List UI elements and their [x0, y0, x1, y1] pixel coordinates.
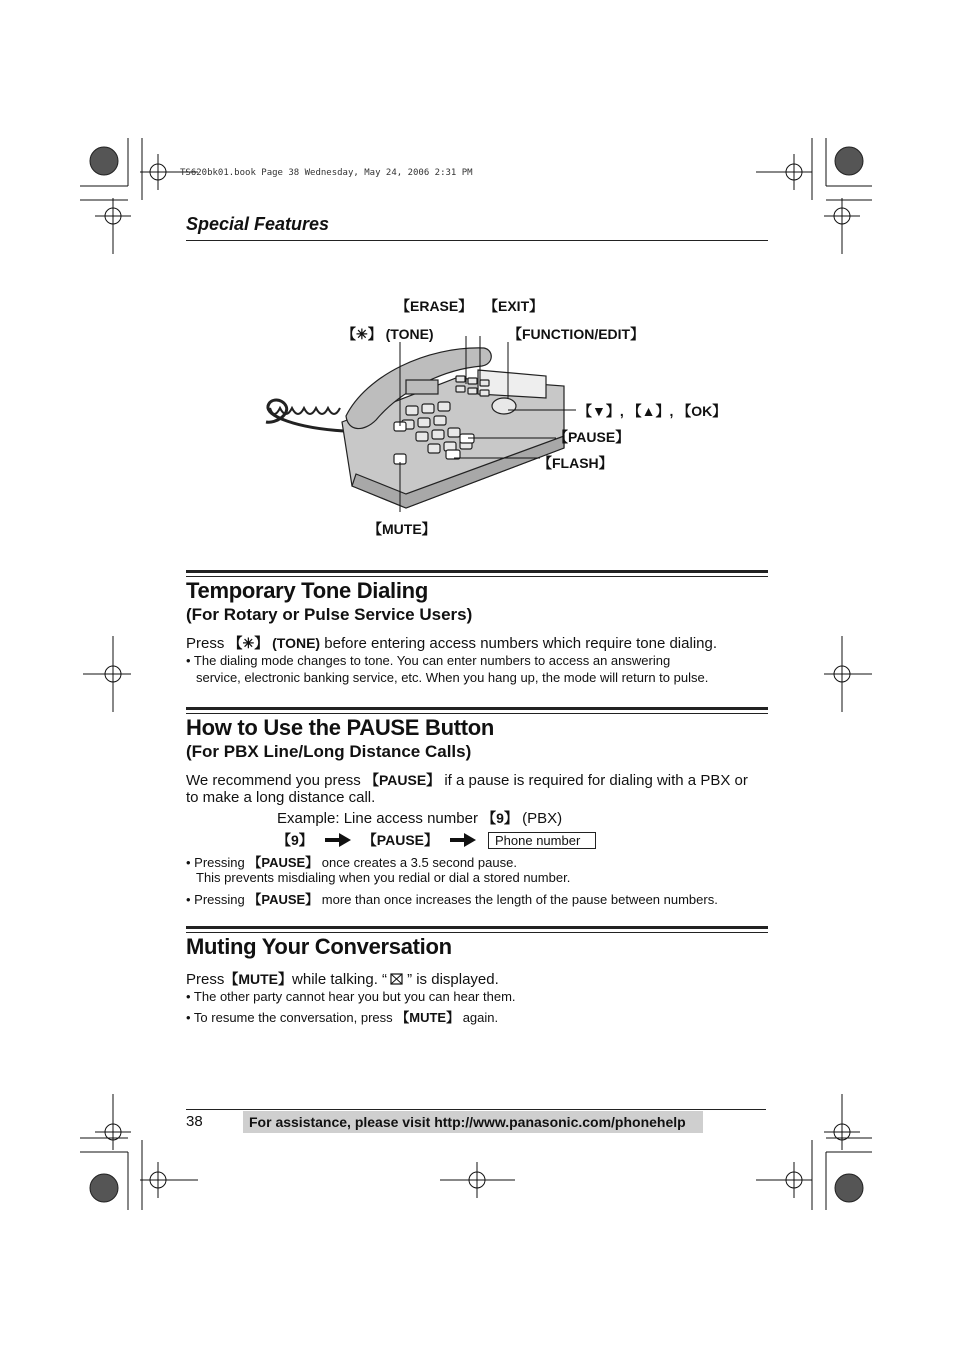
mute-paragraph: [186, 969, 499, 989]
tone-bullet-1-line-1: • The dialing mode changes to tone. You can enter numbers to access an answering: [186, 653, 671, 668]
pause-subtitle: (For PBX Line/Long Distance Calls): [186, 742, 472, 761]
arrow-right-icon: [325, 833, 351, 847]
pause-b1-pre: • Pressing: [186, 855, 249, 870]
mute-p-mid: while talking. “: [292, 970, 388, 988]
mute-b2-pre: • To resume the conversation, press: [186, 1010, 397, 1025]
pause-paragraph-line-1: [186, 770, 748, 790]
mute-p-post: ” is displayed.: [407, 970, 499, 988]
arrow-right-icon: [450, 833, 476, 847]
label-tone: 【✳】 (TONE): [342, 326, 434, 342]
tone-p-key: 【✳】 (TONE): [228, 635, 321, 651]
sequence-key-9: 【9】: [277, 832, 313, 848]
pause-sequence: [277, 830, 596, 850]
label-erase: 【ERASE】: [396, 298, 473, 314]
header-rule: [186, 240, 768, 241]
mute-p-key: 【MUTE】: [224, 971, 293, 987]
tone-title: Temporary Tone Dialing: [186, 578, 428, 603]
pause-bullet-2: [186, 889, 718, 908]
label-flash: 【FLASH】: [538, 455, 613, 471]
pause-example-post: (PBX): [517, 810, 563, 827]
file-header-line: TS620bk01.book Page 38 Wednesday, May 24, 2006 2:31 PM: [180, 168, 473, 178]
pause-b1-post: once creates a 3.5 second pause.: [318, 855, 517, 870]
tone-rule-bottom: [186, 576, 768, 577]
label-mute: 【MUTE】: [368, 521, 436, 537]
footer-rule: [186, 1109, 766, 1110]
pause-b2-pre: • Pressing: [186, 892, 249, 907]
telephone-illustration: [256, 336, 576, 512]
pause-b1-key: 【PAUSE】: [248, 855, 319, 870]
tone-p-post: before entering access numbers which require tone dialing.: [320, 635, 718, 652]
tone-bullet-1-line-2: service, electronic banking service, etc. When you hang up, the mode will return to pulse.: [196, 670, 709, 685]
pause-example-key: 【9】: [482, 810, 518, 826]
label-exit: 【EXIT】: [484, 298, 544, 314]
pause-example-pre: Example: Line access number: [277, 810, 483, 827]
mute-p-pre: Press: [186, 970, 225, 988]
tone-paragraph: [186, 633, 717, 653]
page-number: 38: [186, 1113, 203, 1130]
assistance-banner: For assistance, please visit http://www.panasonic.com/phonehelp: [243, 1111, 703, 1133]
pause-example: [277, 808, 562, 828]
mute-bullet-2: [186, 1007, 498, 1026]
mute-rule-bottom: [186, 932, 768, 933]
pause-b2-key: 【PAUSE】: [248, 892, 319, 907]
tone-subtitle: (For Rotary or Pulse Service Users): [186, 605, 473, 624]
label-pause: 【PAUSE】: [554, 429, 630, 445]
sequence-key-pause: 【PAUSE】: [362, 832, 438, 848]
pause-p1-key: 【PAUSE】: [364, 772, 441, 788]
phone-number-box: Phone number: [488, 832, 596, 849]
pause-p1-post: if a pause is required for dialing with a PBX or: [440, 772, 748, 789]
pause-paragraph-line-2: to make a long distance call.: [186, 789, 376, 806]
mute-display-icon: [389, 972, 405, 986]
pause-bullet-1: [186, 852, 517, 871]
pause-title: How to Use the PAUSE Button: [186, 715, 495, 740]
mute-rule-top: [186, 926, 768, 929]
tone-p-pre: Press: [186, 635, 229, 652]
section-header: Special Features: [186, 214, 330, 234]
pause-b2-post: more than once increases the length of the pause between numbers.: [318, 892, 718, 907]
mute-bullet-1: • The other party cannot hear you but you can hear them.: [186, 989, 516, 1004]
mute-b2-key: 【MUTE】: [396, 1010, 460, 1025]
mute-b2-post: again.: [459, 1010, 499, 1025]
pause-rule-bottom: [186, 713, 768, 714]
pause-rule-top: [186, 707, 768, 710]
label-nav-keys: 【▼】, 【▲】, 【OK】: [578, 403, 727, 419]
pause-bullet-1-line-2: This prevents misdialing when you redial or dial a stored number.: [196, 870, 571, 885]
label-function-edit: 【FUNCTION/EDIT】: [508, 326, 645, 342]
tone-rule-top: [186, 570, 768, 573]
mute-title: Muting Your Conversation: [186, 934, 452, 959]
pause-p1-pre: We recommend you press: [186, 772, 365, 789]
